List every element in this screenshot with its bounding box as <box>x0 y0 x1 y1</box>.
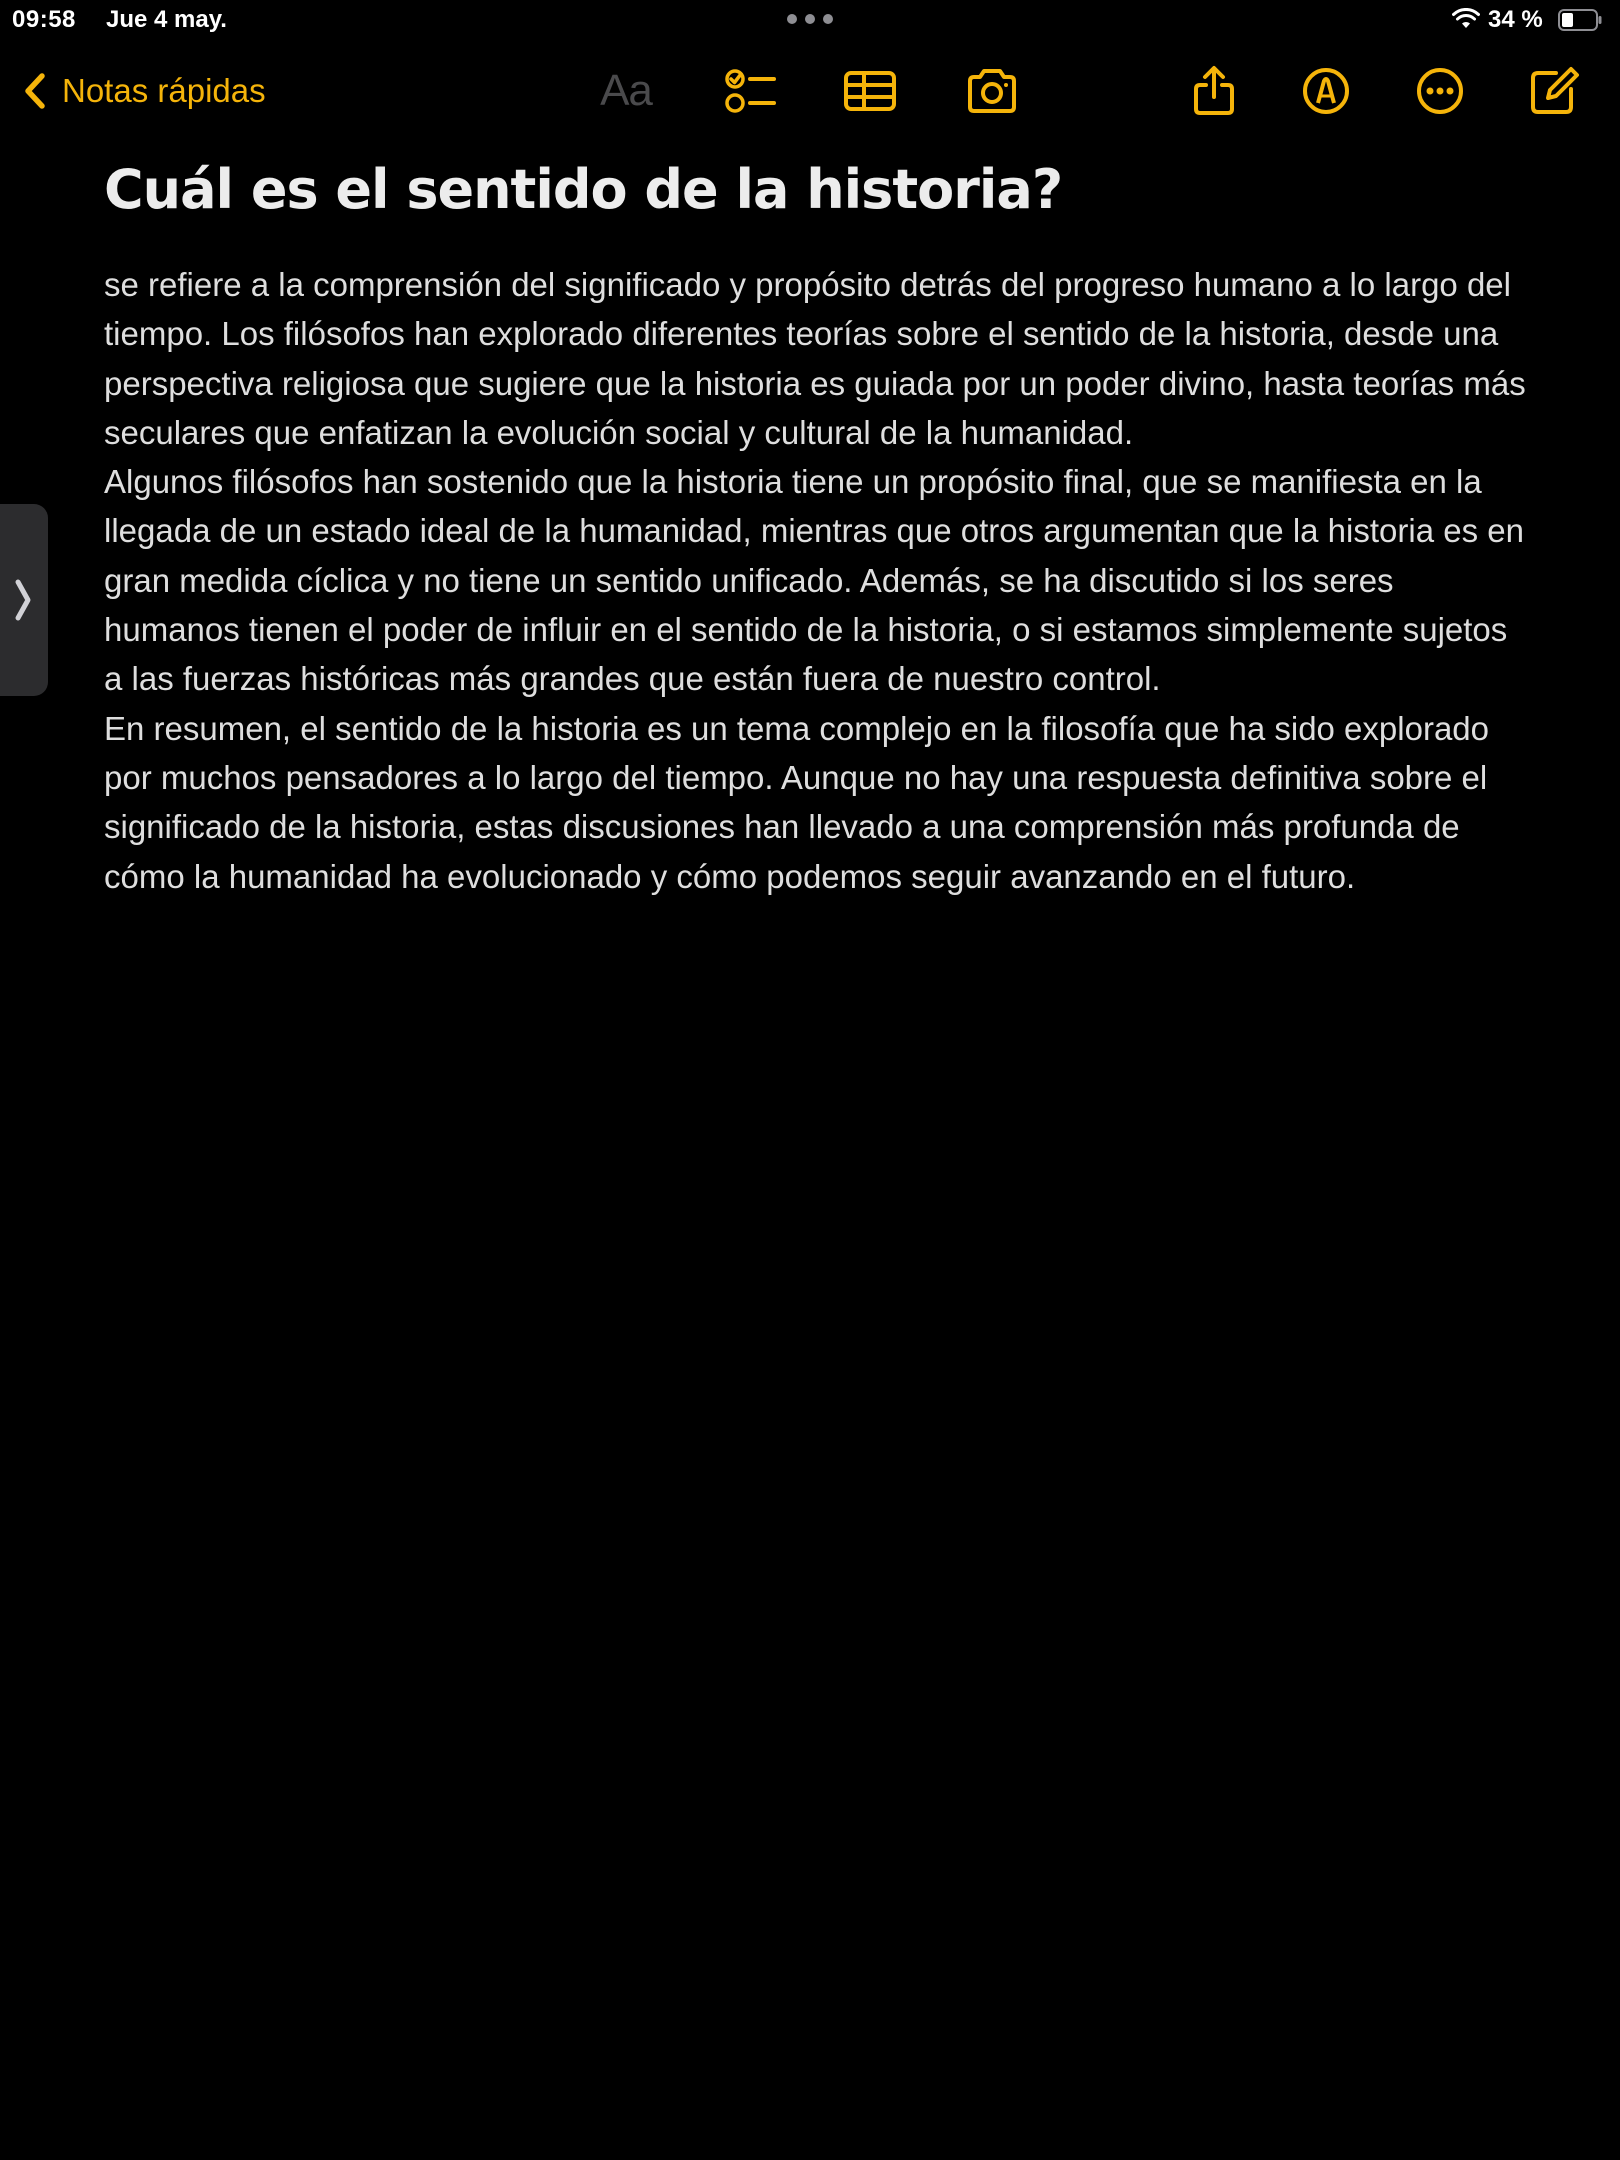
note-body[interactable] <box>104 260 1534 901</box>
more-icon <box>1412 65 1468 117</box>
sidebar-toggle-button[interactable] <box>0 504 48 696</box>
checklist-icon <box>722 65 778 117</box>
compose-icon <box>1526 65 1582 117</box>
back-button[interactable] <box>20 68 266 114</box>
status-bar <box>0 0 1620 40</box>
note-title[interactable]: Cuál es el sentido de la historia? <box>104 158 1063 221</box>
more-button[interactable] <box>1408 64 1472 118</box>
camera-icon <box>964 65 1020 117</box>
format-button[interactable]: Aa <box>600 66 652 115</box>
compose-button[interactable] <box>1522 64 1586 118</box>
back-label: Notas rápidas <box>62 72 266 109</box>
share-button[interactable] <box>1182 64 1246 118</box>
share-icon <box>1186 65 1242 117</box>
table-button[interactable] <box>838 64 902 118</box>
toolbar <box>0 56 1620 126</box>
note-editor[interactable] <box>104 150 1534 901</box>
status-date: Jue 4 may. <box>106 6 227 33</box>
table-icon <box>842 65 898 117</box>
status-time: 09:58 <box>12 6 76 33</box>
markup-icon <box>1298 65 1354 117</box>
wifi-icon <box>1452 8 1480 30</box>
markup-button[interactable] <box>1294 64 1358 118</box>
checklist-button[interactable] <box>718 64 782 118</box>
battery-icon <box>1558 9 1602 31</box>
chevron-right-icon <box>10 574 36 626</box>
note-paragraph[interactable]: En resumen, el sentido de la historia es un tema complejo en la filosofía que ha sido explorado por muchos pensadores a lo largo del tiempo. Aunque no hay una respuesta definitiva sobre el significado de la historia, estas discusiones han llevado a una comprensión más profunda de cómo la humanidad ha evolucionado y cómo podemos seguir avanzando en el futuro. <box>104 709 1490 895</box>
chevron-left-icon <box>20 70 50 112</box>
battery-percentage: 34 % <box>1488 6 1543 33</box>
multitasking-dots-icon[interactable] <box>787 14 833 24</box>
note-paragraph[interactable]: Algunos filósofos han sostenido que la historia tiene un propósito final, que se manifiesta en la llegada de un estado ideal de la humanidad, mientras que otros argumentan que la historia es en gran medida cíclica y no tiene un sentido unificado. Además, se ha discutido si los seres humanos tienen el poder de influir en el sentido de la historia, o si estamos simplemente sujetos a las fuerzas históricas más grandes que están fuera de nuestro control. <box>104 463 1524 698</box>
camera-button[interactable] <box>960 64 1024 118</box>
note-paragraph[interactable]: se refiere a la comprensión del significado y propósito detrás del progreso humano a lo largo del tiempo. Los filósofos han explorado diferentes teorías sobre el sentido de la historia, desde una perspectiva religiosa que sugiere que la historia es guiada por un poder divino, hasta teorías más seculares que enfatizan la evolución social y cultural de la humanidad. <box>104 266 1526 451</box>
